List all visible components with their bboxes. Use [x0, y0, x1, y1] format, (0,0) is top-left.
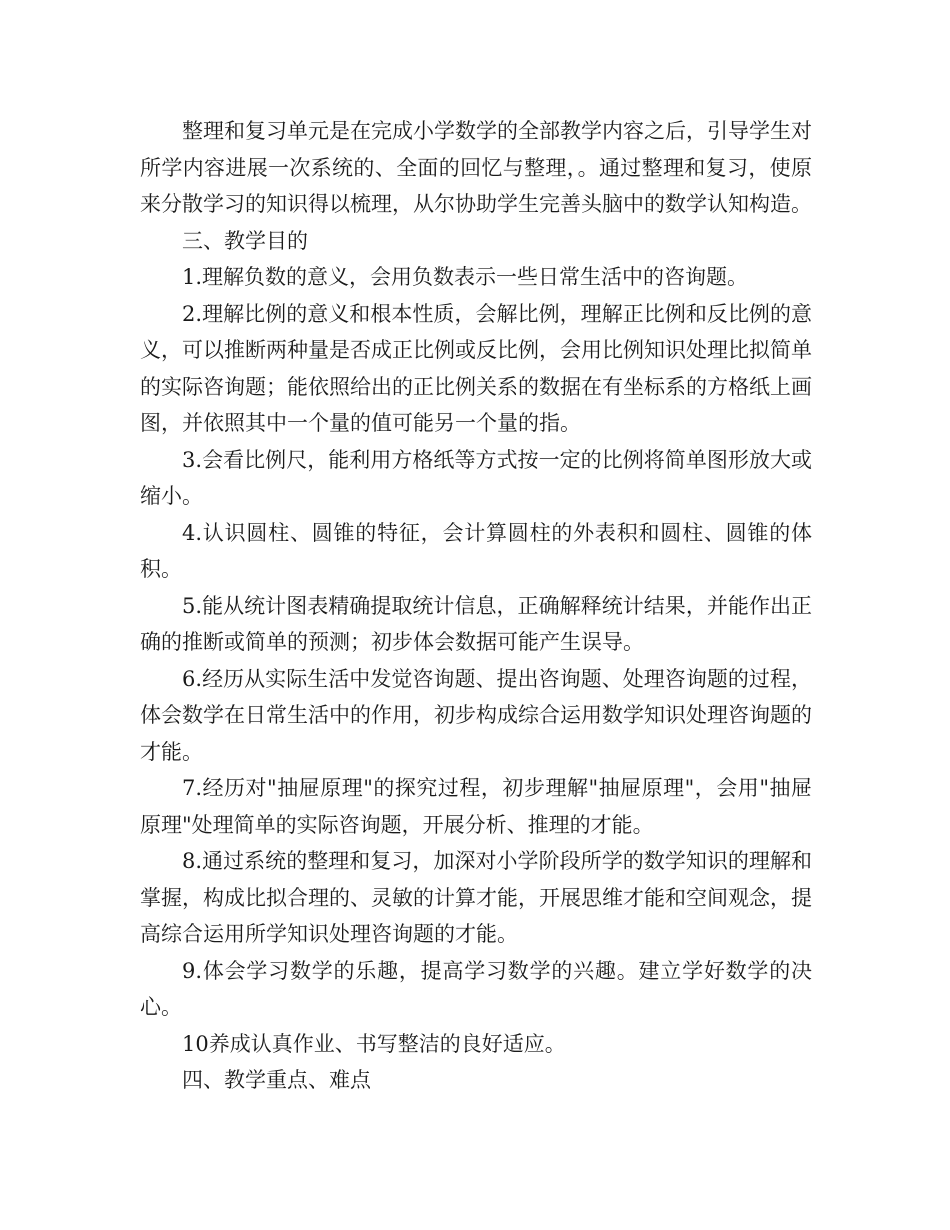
goal-item-7: 7.经历对"抽屉原理"的探究过程，初步理解"抽屉原理"，会用"抽屉原理"处理简单的实际咨询题，开展分析、推理的才能。: [140, 776, 812, 837]
goal-item-6: 6.经历从实际生活中发觉咨询题、提出咨询题、处理咨询题的过程，体会数学在日常生活中的作用，初步构成综合运用数学知识处理咨询题的才能。: [140, 666, 812, 764]
goal-item-8: 8.通过系统的整理和复习，加深对小学阶段所学的数学知识的理解和掌握，构成比拟合理的、灵敏的计算才能，开展思维才能和空间观念，提高综合运用所学知识处理咨询题的才能。: [140, 849, 812, 946]
goal-item-5: 5.能从统计图表精确提取统计信息，正确解释统计结果，并能作出正确的推断或简单的预测；初步体会数据可能产生误导。: [140, 593, 812, 654]
document-page: [140, 113, 812, 1099]
section-heading-teaching-goals: 三、教学目的: [182, 228, 308, 253]
goal-item-1: 1.理解负数的意义，会用负数表示一些日常生活中的咨询题。: [182, 265, 749, 289]
goal-item-2: 2.理解比例的意义和根本性质，会解比例，理解正比例和反比例的意义，可以推断两种量是否成正比例或反比例，会用比例知识处理比拟简单的实际咨询题；能依照给出的正比例关系的数据在有坐标系的方格纸上画图，并依照其中一个量的值可能另一个量的指。: [140, 301, 812, 435]
goal-item-9: 9.体会学习数学的乐趣，提高学习数学的兴趣。建立学好数学的决心。: [140, 958, 812, 1019]
section-heading-key-points: 四、教学重点、难点: [182, 1068, 371, 1092]
goal-item-4: 4.认识圆柱、圆锥的特征，会计算圆柱的外表积和圆柱、圆锥的体积。: [140, 520, 812, 581]
intro-paragraph: 整理和复习单元是在完成小学数学的全部教学内容之后，引导学生对所学内容进展一次系统的、全面的回忆与整理，。通过整理和复习，使原来分散学习的知识得以梳理，从尔协助学生完善头脑中的数学认知构造。: [140, 119, 812, 216]
goal-item-3: 3.会看比例尺，能利用方格纸等方式按一定的比例将简单图形放大或缩小。: [140, 447, 812, 508]
goal-item-10: 10养成认真作业、书写整洁的良好适应。: [182, 1031, 566, 1056]
